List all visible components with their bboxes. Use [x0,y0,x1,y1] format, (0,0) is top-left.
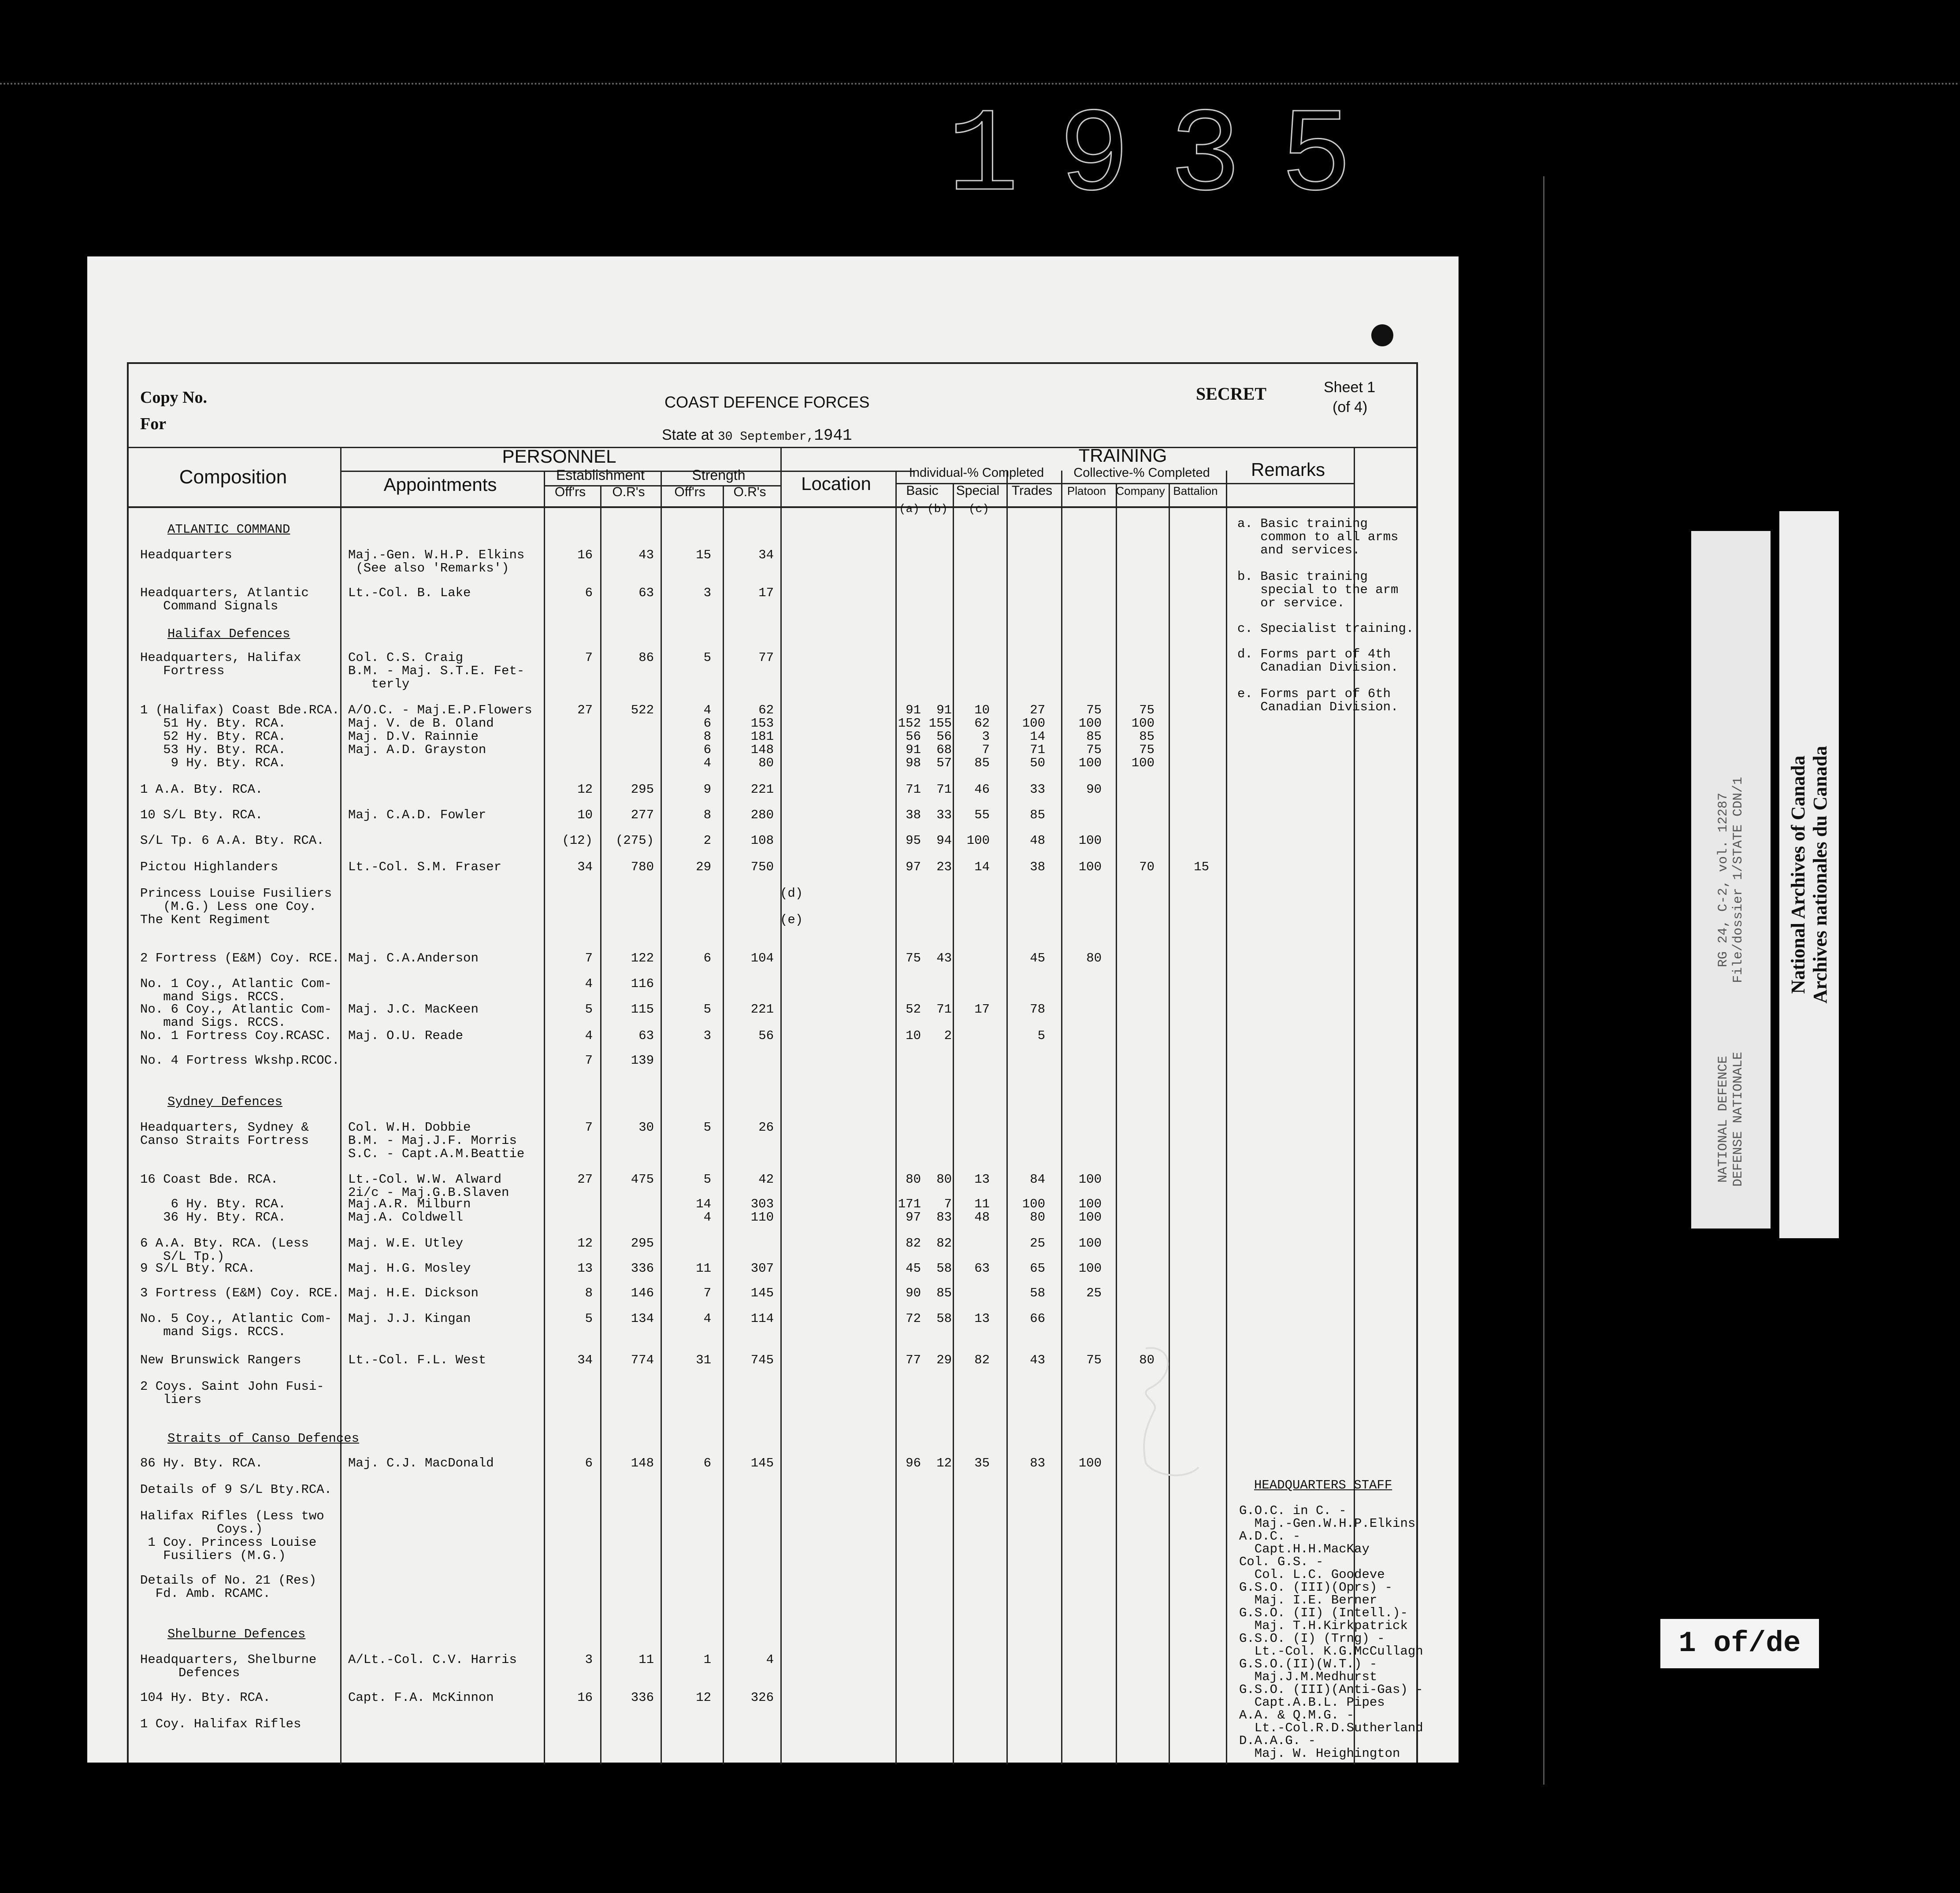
cell-bb: 7 83 [936,1197,952,1225]
cell-eo: 7 [585,1053,593,1068]
col-div-7 [895,471,897,1764]
cell-sp: 10 62 3 7 85 [974,703,990,770]
cell-appt: Maj. C.A.Anderson [348,951,479,965]
col-div-10 [1061,471,1062,1764]
cell-so: 29 [696,860,711,874]
cell-comp: 3 Fortress (E&M) Coy. RCE. [140,1286,340,1300]
cell-eo: 5 [585,1002,593,1017]
cell-tr: 66 [1030,1311,1045,1326]
header-training: TRAINING [1078,445,1167,466]
header-company: Company [1116,484,1165,497]
cell-appt: Lt.-Col. W.W. Alward 2i/c - Maj.G.B.Slaven [348,1172,509,1200]
cell-tr: 38 [1030,860,1045,874]
cell-bb: 58 [936,1261,952,1276]
frame-number: 1935 [947,90,1392,225]
col-div-1 [340,447,342,1764]
cell-comp: Princess Louise Fusiliers (M.G.) Less one Coy. [140,886,332,914]
remark-note: c. Specialist training. [1237,621,1414,636]
cell-so: 5 [703,1002,711,1017]
cell-appt: Col. W.H. Dobbie B.M. - Maj.J.F. Morris S.C. - Capt.A.M.Beattie [348,1120,525,1161]
cell-sor: 108 [750,833,774,848]
cell-sor: 307 [750,1261,774,1276]
cell-so: 8 [703,808,711,822]
cell-bb: 94 [936,833,952,848]
cell-sp: 46 [974,782,990,797]
col-div-5 [723,485,724,1764]
cell-comp: 2 Coys. Saint John Fusi- liers [140,1379,324,1407]
header-individual: Individual-% Completed [909,466,1044,480]
cell-tr: 100 80 [1022,1197,1045,1225]
cell-comp: The Kent Regiment [140,913,271,927]
cell-comp: Headquarters, Shelburne Defences [140,1652,317,1680]
cell-eo: 8 [585,1286,593,1300]
cell-bb: 2 [944,1028,952,1043]
cell-so: 4 [703,1311,711,1326]
cell-sor: 145 [750,1456,774,1470]
cell-so: 1 [703,1652,711,1667]
cell-eo: 34 [577,1353,593,1367]
cell-eo: 27 [577,1172,593,1187]
header-basic: Basic [906,483,939,498]
cell-eo: 16 [577,1690,593,1705]
cell-sp: 63 [974,1261,990,1276]
cell-sor: 750 [750,860,774,874]
cell-tr: 25 [1030,1236,1045,1251]
cell-eo: 10 [577,808,593,822]
cell-so: 11 [696,1261,711,1276]
cell-eo: 6 [585,586,593,600]
cell-comp: No. 6 Coy., Atlantic Com- mand Sigs. RCCS. [140,1002,332,1030]
department-label [1691,1013,1771,1225]
cell-tr: 58 [1030,1286,1045,1300]
cell-bb: 80 [936,1172,952,1187]
col-div-3 [600,485,601,1764]
cell-appt: A/O.C. - Maj.E.P.Flowers Maj. V. de B. Oland Maj. D.V. Rainnie Maj. A.D. Grayston [348,703,532,757]
document-title: COAST DEFENCE FORCES [664,393,870,411]
cell-comp: 2 Fortress (E&M) Coy. RCE. [140,951,340,965]
cell-so: 4 6 8 6 4 [703,703,711,770]
remark-note: b. Basic training special to the arm or service. [1237,569,1399,610]
cell-bb: 82 [936,1236,952,1251]
cell-eor: 475 [631,1172,654,1187]
cell-appt: Maj.A.R. Milburn Maj.A. Coldwell [348,1197,471,1225]
cell-loc: (d) [780,886,803,901]
cell-comp: 1 A.A. Bty. RCA. [140,782,263,797]
cell-bb: 85 [936,1286,952,1300]
cell-comp: 1 Coy. Halifax Rifles [140,1717,301,1731]
film-divider [1543,176,1544,1785]
cell-eo: 27 [577,703,593,717]
cell-comp: 104 Hy. Bty. RCA. [140,1690,271,1705]
cell-sor: 34 [758,548,774,562]
cell-ba: 75 [906,951,921,965]
page-counter: 1 of/de [1660,1619,1819,1668]
cell-co: 70 [1139,860,1154,874]
cell-sor: 104 [750,951,774,965]
col-div-6 [780,447,782,1764]
cell-eor: 295 [631,782,654,797]
cell-ba: 38 [906,808,921,822]
cell-comp: No. 1 Fortress Coy.RCASC. [140,1028,332,1043]
copy-no-label: Copy No. [140,388,208,407]
col-div-8 [953,483,954,1764]
cell-comp: Details of No. 21 (Res) Fd. Amb. RCAMC. [140,1573,317,1601]
cell-co: 75 100 85 75 100 [1131,703,1154,770]
cell-sor: 221 [750,1002,774,1017]
cell-so: 7 [703,1286,711,1300]
cell-tr: 48 [1030,833,1045,848]
cell-comp: New Brunswick Rangers [140,1353,301,1367]
cell-sor: 17 [758,586,774,600]
hq-staff-title: HEADQUARTERS STAFF [1254,1478,1392,1492]
cell-sp: 11 48 [974,1197,990,1225]
cell-sor: 26 [758,1120,774,1135]
cell-ba: 10 [906,1028,921,1043]
cell-eor: 63 [638,586,654,600]
cell-eor: 277 [631,808,654,822]
cell-appt: Maj. C.J. MacDonald [348,1456,494,1470]
cell-tr: 5 [1037,1028,1045,1043]
cell-appt: Capt. F.A. McKinnon [348,1690,494,1705]
cell-eo: 7 [585,951,593,965]
cell-so: 15 [696,548,711,562]
cell-pl: 100 [1078,860,1102,874]
cell-sp: 55 [974,808,990,822]
cell-appt: Maj.-Gen. W.H.P. Elkins (See also 'Remarks') [348,548,525,575]
cell-ba: 97 [906,860,921,874]
cell-comp: Headquarters, Sydney & Canso Straits Fortress [140,1120,309,1148]
header-strength: Strength [692,467,746,483]
cell-bb: 43 [936,951,952,965]
cell-bb: 71 [936,1002,952,1017]
cell-comp: Sydney Defences [167,1095,283,1109]
cell-ba: 90 [906,1286,921,1300]
cell-bb: 12 [936,1456,952,1470]
national-archives-label [1779,511,1839,1238]
cell-comp: Halifax Rifles (Less two Coys.) 1 Coy. Princess Louise Fusiliers (M.G.) [140,1509,324,1563]
cell-appt: A/Lt.-Col. C.V. Harris [348,1652,517,1667]
department-text: NATIONAL DEFENCE DEFENSE NATIONALE [1716,1051,1746,1187]
sub-a: (a) [899,502,920,516]
cell-comp: Shelburne Defences [167,1627,306,1641]
sheet-total: (of 4) [1333,399,1368,416]
state-date: 30 September, [717,430,814,444]
cell-appt: Maj. J.C. MacKeen [348,1002,479,1017]
cell-sp: 82 [974,1353,990,1367]
cell-comp: No. 5 Coy., Atlantic Com- mand Sigs. RCCS. [140,1311,332,1339]
cell-so: 3 [703,586,711,600]
hq-staff-list: G.O.C. in C. - Maj.-Gen.W.H.P.Elkins A.D.C. - Capt.H.H.MacKay Col. G.S. - Col. L.C. Goodeve G.S.O. (III)(Oprs) - Maj. I.E. Berner G.S.O. (II) (Intell.)- Maj. T.H.Kirkpatrick G.S.O. (I) (Trng) - Lt.-Col. K.G.McCullagh G.S.O.(II)(W.T.) - Maj.J.M.Medhurst G.S.O. (III)(Anti-Gas) - Capt.A.B.L. Pipes A.A. & Q.M.G. - Lt.-Col.R.D.Sutherland D.A.A.G. - Maj. W. Heighington [1239,1503,1423,1761]
cell-so: 5 [703,1120,711,1135]
cell-eo: 7 [585,650,593,665]
cell-sor: 42 [758,1172,774,1187]
remark-note: d. Forms part of 4th Canadian Division. [1237,647,1399,675]
header-composition: Composition [179,466,287,488]
cell-eo: 4 [585,1028,593,1043]
cell-eor: 148 [631,1456,654,1470]
header-str-ors: O.R's [733,485,766,499]
cell-sor: 62 153 181 148 80 [750,703,774,770]
for-label: For [140,415,167,433]
cell-sor: 145 [750,1286,774,1300]
header-remarks: Remarks [1251,459,1325,480]
cell-ba: 45 [906,1261,921,1276]
cell-comp: 10 S/L Bty. RCA. [140,808,263,822]
col-div-13 [1226,471,1227,1764]
state-at-label: State at [662,427,714,443]
cell-so: 12 [696,1690,711,1705]
cell-comp: 6 A.A. Bty. RCA. (Less S/L Tp.) [140,1236,309,1264]
header-platoon: Platoon [1067,484,1106,497]
cell-sor: 745 [750,1353,774,1367]
cell-pl: 25 [1086,1286,1102,1300]
cell-pl: 100 [1078,1456,1102,1470]
cell-ba: 77 [906,1353,921,1367]
cell-tr: 65 [1030,1261,1045,1276]
archive-ref-text: RG 24, C-2, vol. 12287 File/dossier 1/STATE CDN/1 [1716,776,1746,983]
cell-sor: 77 [758,650,774,665]
cell-tr: 43 [1030,1353,1045,1367]
state-year: 1941 [814,427,852,445]
cell-ba: 91 152 56 91 98 [898,703,921,770]
cell-eor: 63 [638,1028,654,1043]
cell-pl: 75 [1086,1353,1102,1367]
remark-note: a. Basic training common to all arms and services. [1237,516,1399,557]
cell-ba: 96 [906,1456,921,1470]
cell-so: 3 [703,1028,711,1043]
cell-ba: 95 [906,833,921,848]
cell-appt: Maj. O.U. Reade [348,1028,464,1043]
cell-appt: Maj. C.A.D. Fowler [348,808,486,822]
cell-comp: Headquarters [140,548,232,562]
header-battalion: Battalion [1173,484,1218,497]
cell-comp: 16 Coast Bde. RCA. [140,1172,278,1187]
cell-pl: 100 [1078,1172,1102,1187]
cell-eo: 12 [577,1236,593,1251]
sheet-number: Sheet 1 [1324,379,1376,396]
cell-eor: 122 [631,951,654,965]
cell-appt: Maj. H.G. Mosley [348,1261,471,1276]
cell-appt: Col. C.S. Craig B.M. - Maj. S.T.E. Fet- terly [348,650,525,691]
cell-so: 5 [703,650,711,665]
header-special: Special [956,483,1000,498]
cell-sor: 280 [750,808,774,822]
cell-loc: (e) [780,913,803,927]
cell-eor: 522 [631,703,654,717]
col-div-4 [661,471,662,1764]
cell-comp: Straits of Canso Defences [167,1431,360,1446]
cell-eor: (275) [615,833,654,848]
punch-hole [1371,324,1393,346]
cell-so: 5 [703,1172,711,1187]
cell-so: 31 [696,1353,711,1367]
cell-comp: Pictou Highlanders [140,860,278,874]
cell-eo: 3 [585,1652,593,1667]
cell-sp: 100 [966,833,990,848]
cell-bt: 15 [1194,860,1209,874]
cell-sor: 114 [750,1311,774,1326]
secret-marking: SECRET [1196,384,1267,404]
cell-eor: 780 [631,860,654,874]
col-div-12 [1169,483,1170,1764]
cell-so: 6 [703,951,711,965]
cell-so: 9 [703,782,711,797]
cell-bb: 33 [936,808,952,822]
cell-comp: 86 Hy. Bty. RCA. [140,1456,263,1470]
cell-comp: No. 1 Coy., Atlantic Com- mand Sigs. RCCS. [140,976,332,1004]
cell-eor: 336 [631,1261,654,1276]
cell-tr: 33 [1030,782,1045,797]
cell-tr: 45 [1030,951,1045,965]
cell-appt: Lt.-Col. B. Lake [348,586,471,600]
header-trades: Trades [1011,483,1053,498]
cell-ba: 52 [906,1002,921,1017]
cell-ba: 80 [906,1172,921,1187]
cell-tr: 85 [1030,808,1045,822]
cell-bb: 58 [936,1311,952,1326]
film-edge-rule [0,83,1960,88]
cell-tr: 83 [1030,1456,1045,1470]
cell-pl: 100 [1078,833,1102,848]
cell-sp: 13 [974,1172,990,1187]
cell-sp: 35 [974,1456,990,1470]
cell-eor: 295 [631,1236,654,1251]
cell-comp: 9 S/L Bty. RCA. [140,1261,256,1276]
cell-eo: 4 [585,976,593,991]
cell-comp: Details of 9 S/L Bty.RCA. [140,1482,332,1497]
header-est-offrs: Off'rs [554,485,586,499]
cell-bb: 71 [936,782,952,797]
cell-sp: 14 [974,860,990,874]
header-collective: Collective-% Completed [1073,466,1210,480]
sub-c: (c) [969,502,989,516]
cell-eor: 86 [638,650,654,665]
cell-ba: 72 [906,1311,921,1326]
national-archives-text: National Archives of Canada Archives nationales du Canada [1787,746,1831,1004]
header-personnel: PERSONNEL [502,446,616,467]
cell-co: 80 [1139,1353,1154,1367]
cell-bb: 29 [936,1353,952,1367]
cell-eor: 11 [638,1652,654,1667]
cell-comp: 1 (Halifax) Coast Bde.RCA. 51 Hy. Bty. RCA. 52 Hy. Bty. RCA. 53 Hy. Bty. RCA. 9 Hy. Bty. RCA. [140,703,340,770]
header-str-offrs: Off'rs [674,485,705,499]
remark-note: e. Forms part of 6th Canadian Division. [1237,687,1399,714]
header-est-ors: O.R's [612,485,645,499]
cell-eor: 336 [631,1690,654,1705]
col-div-2 [544,471,545,1764]
cell-sp: 17 [974,1002,990,1017]
cell-comp: Halifax Defences [167,627,290,641]
header-location: Location [801,473,871,494]
col-div-9 [1006,471,1008,1764]
cell-appt: Maj. J.J. Kingan [348,1311,471,1326]
cell-eor: 43 [638,548,654,562]
cell-eor: 116 [631,976,654,991]
cell-pl: 100 [1078,1236,1102,1251]
cell-eor: 115 [631,1002,654,1017]
cell-eor: 774 [631,1353,654,1367]
cell-so: 6 [703,1456,711,1470]
cell-comp: Headquarters, Halifax Fortress [140,650,301,678]
cell-eor: 146 [631,1286,654,1300]
cell-pl: 75 100 85 75 100 [1078,703,1102,770]
cell-eor: 139 [631,1053,654,1068]
cell-eo: 13 [577,1261,593,1276]
cell-eo: 34 [577,860,593,874]
cell-ba: 71 [906,782,921,797]
cell-pl: 100 100 [1078,1197,1102,1225]
cell-eo: 12 [577,782,593,797]
cell-bb: 23 [936,860,952,874]
cell-eo: 16 [577,548,593,562]
cell-appt: Lt.-Col. F.L. West [348,1353,486,1367]
cell-appt: Maj. H.E. Dickson [348,1286,479,1300]
cell-sor: 326 [750,1690,774,1705]
cell-eo: 7 [585,1120,593,1135]
cell-sor: 56 [758,1028,774,1043]
sub-b: (b) [927,502,948,516]
cell-pl: 100 [1078,1261,1102,1276]
cell-sor: 221 [750,782,774,797]
cell-so: 2 [703,833,711,848]
cell-sor: 303 110 [750,1197,774,1225]
cell-eor: 134 [631,1311,654,1326]
cell-so: 14 4 [696,1197,711,1225]
cell-ba: 171 97 [898,1197,921,1225]
cell-comp: S/L Tp. 6 A.A. Bty. RCA. [140,833,324,848]
state-date-line [662,427,852,445]
cell-eo: (12) [562,833,593,848]
cell-sor: 4 [766,1652,774,1667]
rule-header-bottom [129,506,1418,508]
cell-tr: 78 [1030,1002,1045,1017]
header-establishment: Establishment [556,467,645,483]
cell-comp: No. 4 Fortress Wkshp.RCOC. [140,1053,340,1068]
cell-bb: 91 155 56 68 57 [928,703,952,770]
pencil-mark [1119,1335,1207,1485]
cell-appt: Lt.-Col. S.M. Fraser [348,860,502,874]
cell-pl: 90 [1086,782,1102,797]
cell-eo: 6 [585,1456,593,1470]
cell-eo: 5 [585,1311,593,1326]
header-appointments: Appointments [383,474,497,495]
cell-sp: 13 [974,1311,990,1326]
cell-comp: Headquarters, Atlantic Command Signals [140,586,309,613]
cell-pl: 80 [1086,951,1102,965]
cell-ba: 82 [906,1236,921,1251]
cell-tr: 27 100 14 71 50 [1022,703,1045,770]
cell-eor: 30 [638,1120,654,1135]
cell-appt: Maj. W.E. Utley [348,1236,464,1251]
cell-tr: 84 [1030,1172,1045,1187]
cell-comp: 6 Hy. Bty. RCA. 36 Hy. Bty. RCA. [163,1197,286,1225]
col-div-11 [1116,483,1117,1764]
cell-comp: ATLANTIC COMMAND [167,522,290,537]
